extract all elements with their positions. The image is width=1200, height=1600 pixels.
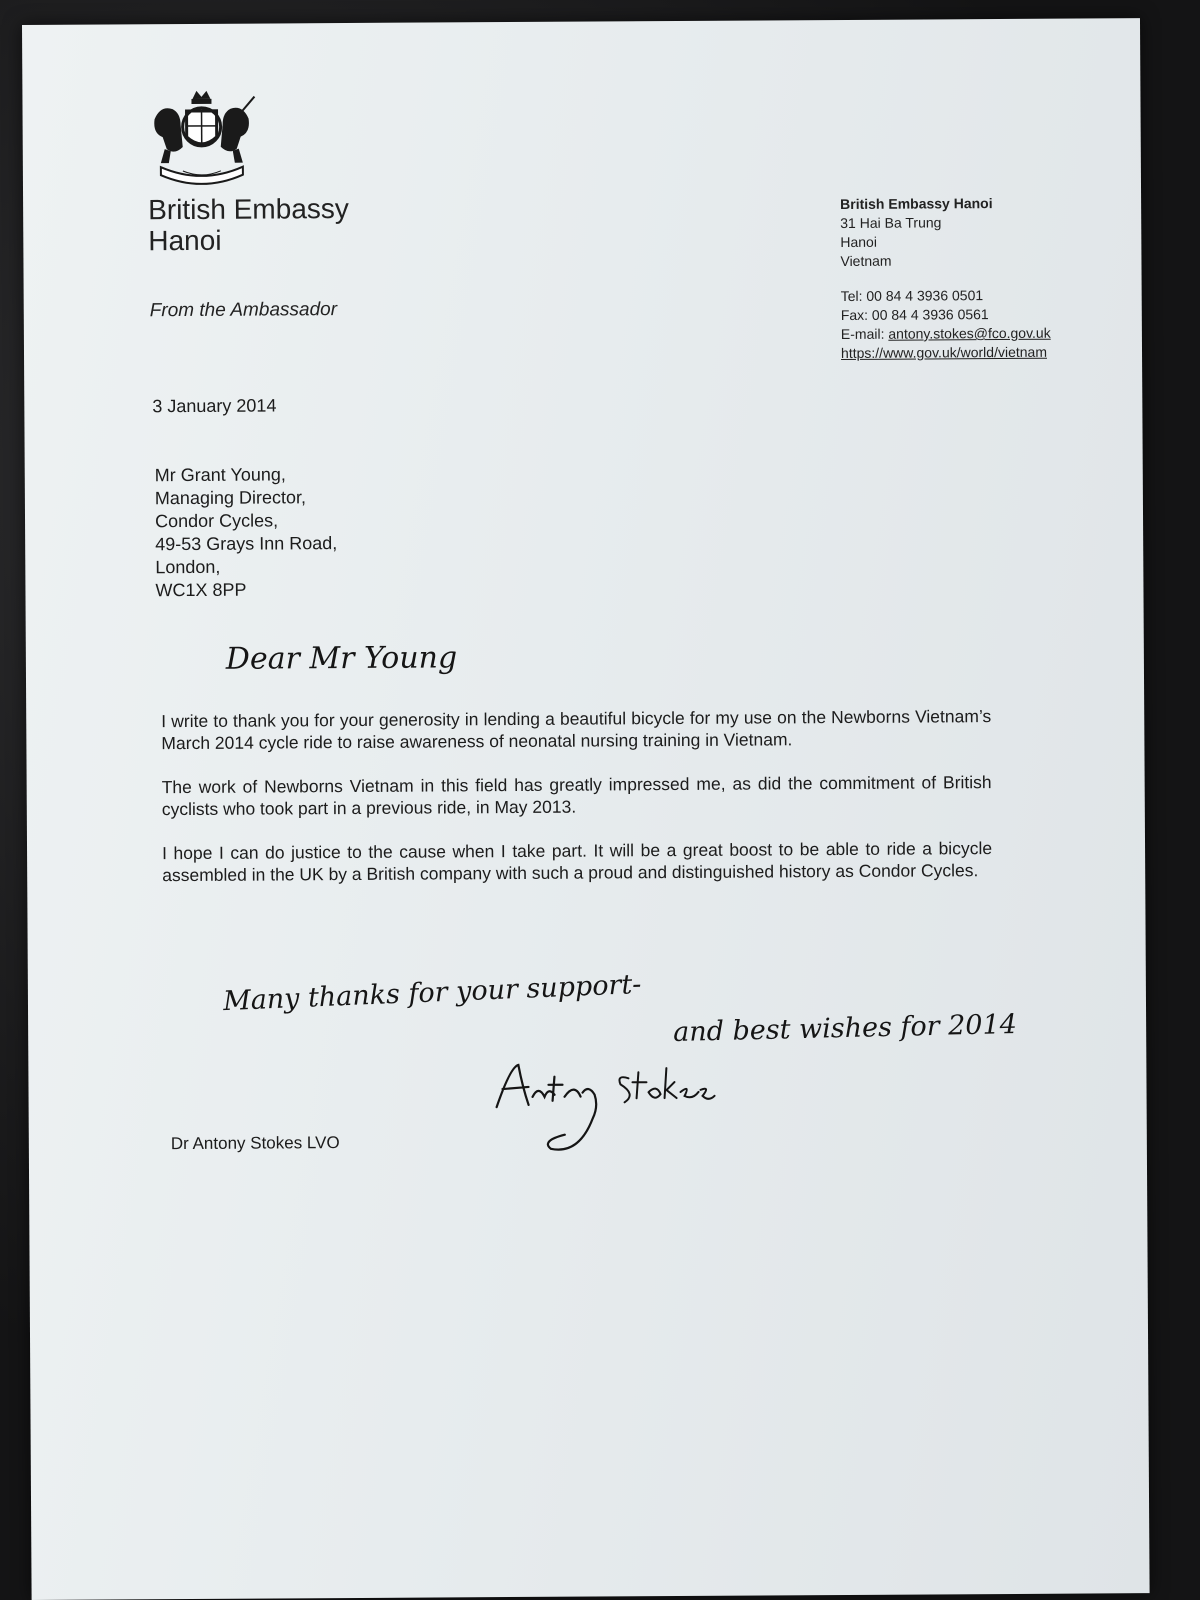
address-fax: Fax: 00 84 4 3936 0561 — [840, 306, 989, 324]
handwritten-signature — [488, 1056, 729, 1162]
recipient-line: Condor Cycles, — [154, 510, 279, 532]
body-paragraph: I hope I can do justice to the cause when I take part. It will be a great boost to be able to ride a bicycle assembled in the UK by a British company with such a proud and distinguished history as Condor Cycles. — [162, 838, 993, 886]
recipient-line: Managing Director, — [154, 487, 307, 509]
embassy-name — [148, 193, 349, 256]
from-line: From the Ambassador — [149, 299, 338, 322]
website-link[interactable]: https://www.gov.uk/world/vietnam — [840, 343, 1048, 362]
embassy-name-line2: Hanoi — [148, 224, 222, 257]
signatory-name: Dr Antony Stokes LVO — [170, 1133, 340, 1154]
address-city: Hanoi — [840, 233, 877, 251]
recipient-line: London, — [155, 556, 221, 578]
handwritten-closing-line2: and best wishes for 2014 — [672, 1008, 1018, 1049]
embassy-name-line1: British Embassy — [148, 193, 349, 226]
body-paragraph: I write to thank you for your generosity in lending a beautiful bicycle for my use on the Newborns Vietnam’s March 2014 cycle ride to raise awareness of neonatal nursing training in Vietnam. — [161, 706, 992, 754]
recipient-line: 49-53 Grays Inn Road, — [155, 533, 338, 555]
body-paragraph: The work of Newborns Vietnam in this field has greatly impressed me, as did the commitment of British cyclists who took part in a previous ride, in May 2013. — [161, 772, 992, 820]
signature-text: Antony Stokes — [488, 1057, 495, 1059]
recipient-line: Mr Grant Young, — [154, 464, 286, 486]
address-email-line — [841, 324, 1051, 344]
address-block — [840, 194, 1051, 363]
royal-coat-of-arms-icon — [142, 89, 261, 190]
recipient-line: WC1X 8PP — [155, 579, 247, 601]
letter-body — [161, 705, 992, 908]
address-tel: Tel: 00 84 4 3936 0501 — [840, 287, 984, 305]
letter-date: 3 January 2014 — [152, 395, 277, 417]
email-label: E-mail: — [840, 325, 889, 343]
email-link[interactable]: antony.stokes@fco.gov.uk — [888, 324, 1051, 342]
address-country: Vietnam — [840, 252, 892, 270]
address-name: British Embassy Hanoi — [840, 195, 993, 213]
handwritten-closing-line1: Many thanks for your support- — [222, 968, 642, 1018]
recipient-address — [155, 463, 338, 602]
letter-page — [22, 18, 1150, 1600]
handwritten-salutation: Dear Mr Young — [225, 640, 458, 677]
address-street: 31 Hai Ba Trung — [840, 214, 942, 232]
